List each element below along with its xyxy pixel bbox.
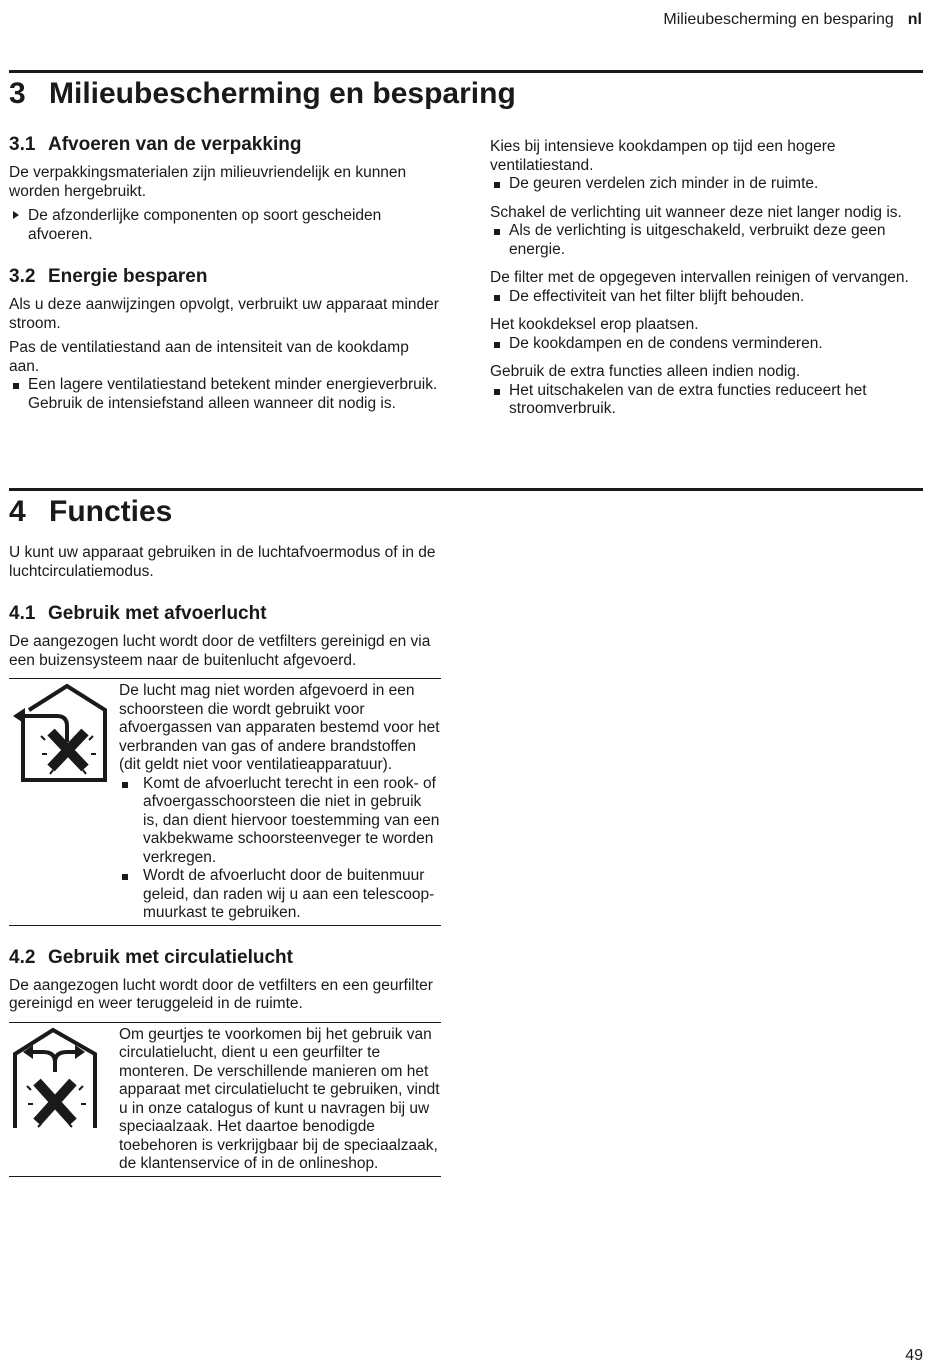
section-4-1 [9,603,441,926]
chapter-3-right-column [490,138,922,419]
bullet-item: Komt de afvoerlucht terecht in een rook- of afvoergasschoorsteen die niet in gebruik is, dan dient hiervoor toestemming van een vakbekwame schoorsteenveger te worden verkregen. [119,775,441,868]
exhaust-air-notice [9,678,441,926]
notice-text: Om geurtjes te voorkomen bij het gebruik van circulatielucht, dient u een geurfilter te monteren. De verschillende manieren om het apparaat met circulatielucht te gebruiken, vindt u in onze catalogus of kunt u navragen bij uw speciaalzaak. Het daartoe benodigde toebehoren is verkrijgbaar bij de speciaalzaak, de klantenservice of in de onlineshop. [119,1025,440,1172]
header-title: Milieubescherming en besparing [663,11,894,28]
chapter-3-title: 3 Milieubescherming en besparing [9,77,516,110]
running-header [663,11,922,30]
chapter-4-title: 4 Functies [9,495,173,528]
chapter-4-column [9,544,441,1177]
bullet-item: De kookdampen en de condens verminderen. [490,335,922,354]
bullet-item: De effectiviteit van het filter blijft behouden. [490,288,922,307]
chapter-rule [9,488,923,491]
tip-block: Gebruik de extra functies alleen indien nodig. Het uitschakelen van de extra functies reduceert het stroomverbruik. [490,363,922,419]
chapter-3-left-column [9,134,441,413]
paragraph: Pas de ventilatiestand aan de intensiteit van de kookdamp aan. [9,339,409,375]
bullet-item: De geuren verdelen zich minder in de ruimte. [490,175,922,194]
exhaust-air-house-icon [9,682,111,784]
page-number: 49 [905,1346,923,1364]
paragraph: De aangezogen lucht wordt door de vetfilters gereinigd en via een buizensysteem naar de buitenlucht afgevoerd. [9,633,431,669]
recirculation-notice [9,1022,441,1177]
section-3-1-title: 3.1 Afvoeren van de verpakking [9,134,302,155]
paragraph: U kunt uw apparaat gebruiken in de luchtafvoermodus of in de luchtcirculatiemodus. [9,544,436,580]
notice-text: De lucht mag niet worden afgevoerd in een schoorsteen die wordt gebruikt voor afvoergassen van apparaten bestemd voor het verbranden van gas of andere brandstoffen (dit geldt niet voor ventilatieapparatuur). [119,682,440,773]
section-3-2 [9,266,441,413]
section-4-2 [9,947,441,1177]
bullet-item: Het uitschakelen van de extra functies reduceert het stroomverbruik. [490,382,922,419]
section-4-1-title: 4.1 Gebruik met afvoerlucht [9,603,267,624]
bullet-item: Als de verlichting is uitgeschakeld, verbruikt deze geen energie. [490,222,922,259]
section-4-2-title: 4.2 Gebruik met circulatielucht [9,946,293,968]
paragraph: De aangezogen lucht wordt door de vetfilters en een geurfilter gereinigd en weer teruggeleid in de ruimte. [9,976,433,1012]
tip-block: Kies bij intensieve kookdampen op tijd een hogere ventilatiestand. De geuren verdelen zich minder in de ruimte. [490,138,922,194]
language-code: nl [907,11,922,28]
bullet-item: Een lagere ventilatiestand betekent minder energieverbruik. Gebruik de intensiefstand alleen wanneer dit nodig is. [9,376,441,413]
recirculation-house-icon [9,1026,111,1128]
instruction-step: De afzonderlijke componenten op soort gescheiden afvoeren. [9,207,441,244]
tip-block: Schakel de verlichting uit wanneer deze niet langer nodig is. Als de verlichting is uitgeschakeld, verbruikt deze geen energie. [490,204,922,260]
section-3-1 [9,134,441,244]
paragraph: De verpakkingsmaterialen zijn milieuvriendelijk en kunnen worden hergebruikt. [9,164,407,200]
bullet-item: Wordt de afvoerlucht door de buitenmuur geleid, dan raden wij u aan een telescoop-muurkast te gebruiken. [119,867,441,923]
chapter-rule [9,70,923,73]
section-3-2-title: 3.2 Energie besparen [9,266,208,287]
paragraph: Als u deze aanwijzingen opvolgt, verbruikt uw apparaat minder stroom. [9,296,439,332]
tip-block: Het kookdeksel erop plaatsen. De kookdampen en de condens verminderen. [490,316,922,353]
tip-block: De filter met de opgegeven intervallen reinigen of vervangen. De effectiviteit van het filter blijft behouden. [490,269,922,306]
